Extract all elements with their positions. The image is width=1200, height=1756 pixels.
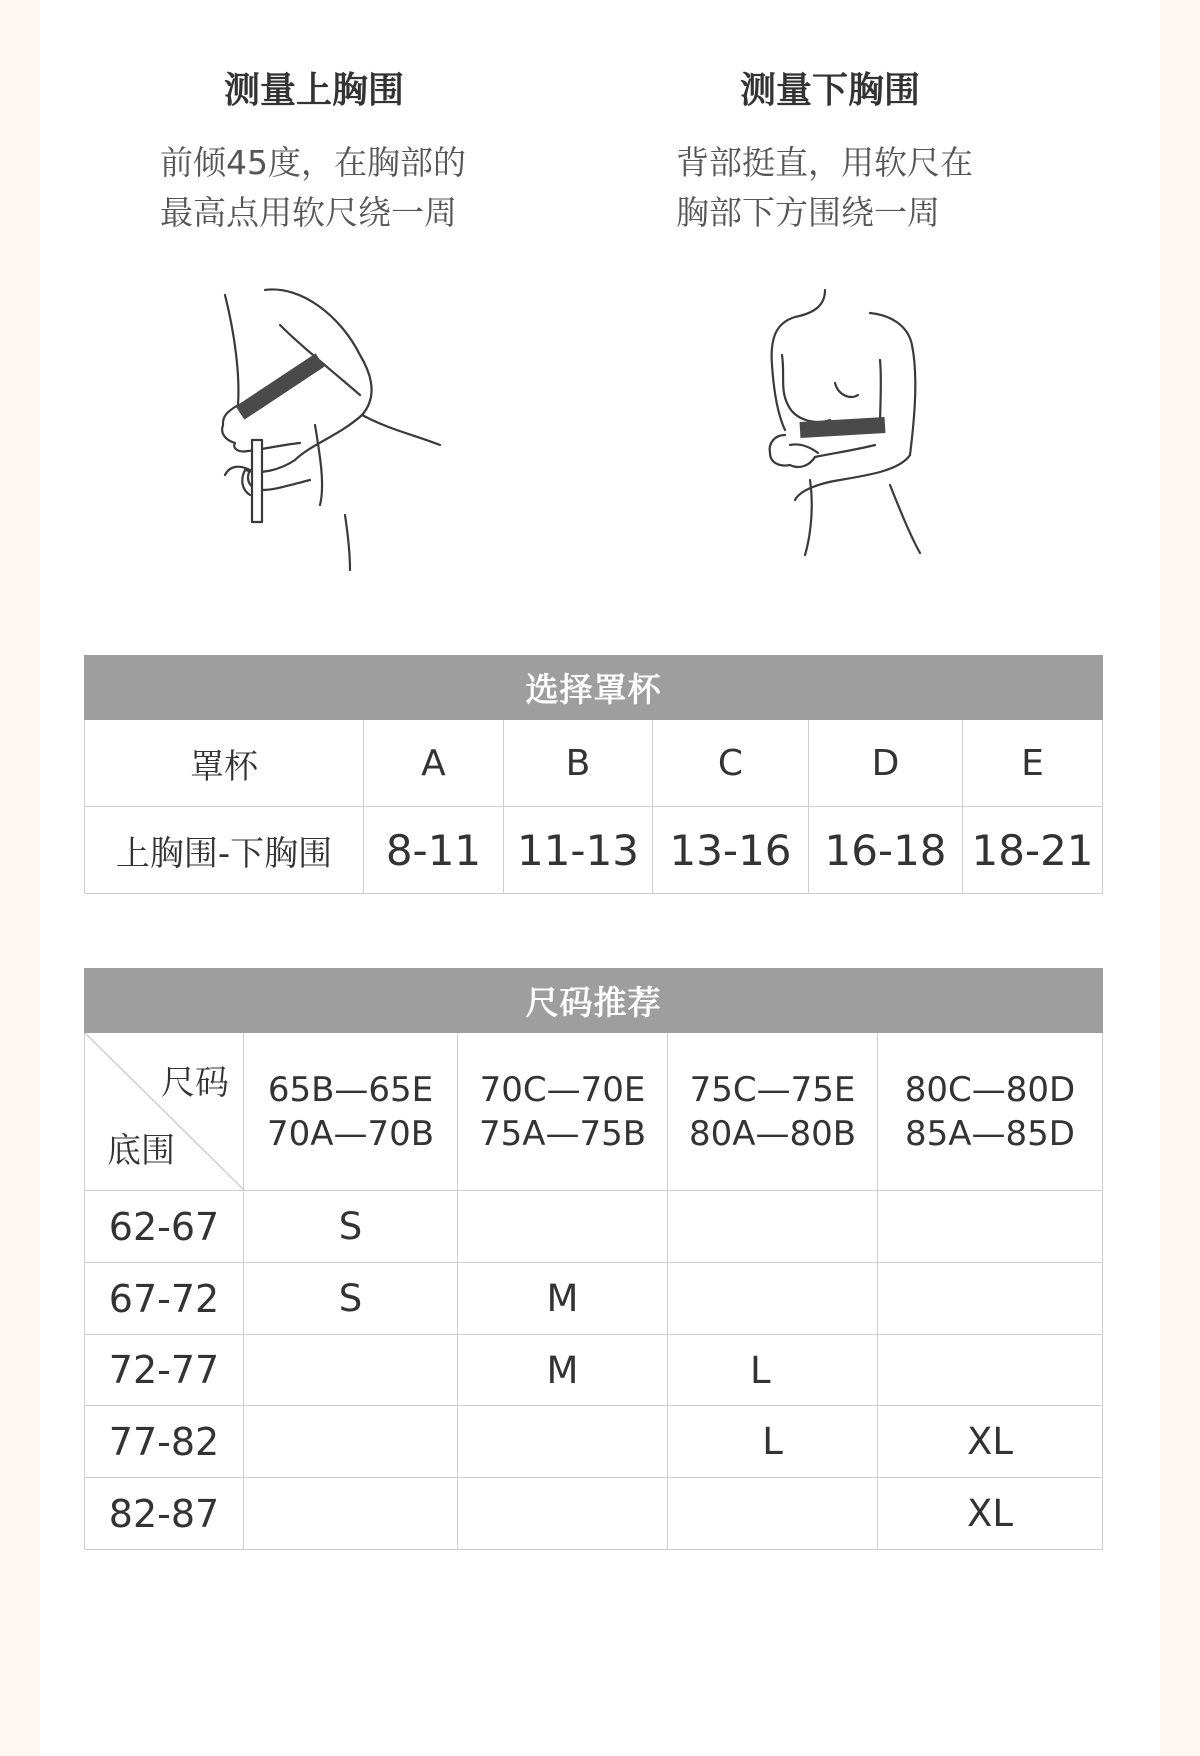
size-table [84, 1033, 1103, 1550]
size-cell [878, 1263, 1103, 1335]
measure-lower-desc-line1: 背部挺直，用软尺在 [676, 143, 973, 182]
measure-lower-desc [676, 138, 973, 238]
size-col-2-line2: 75A—75B [478, 1113, 647, 1154]
band-row-3: 72-77 [84, 1335, 244, 1406]
size-cell [458, 1478, 668, 1550]
size-cell: XL [878, 1478, 1103, 1550]
size-col-3-line1: 75C—75E [689, 1069, 856, 1110]
size-cell: XL [878, 1406, 1103, 1478]
size-cell [668, 1478, 878, 1550]
size-cell [668, 1263, 878, 1335]
size-cell [244, 1478, 458, 1550]
cup-table [84, 720, 1103, 894]
measure-upper-desc [160, 138, 466, 238]
corner-cell [84, 1033, 244, 1191]
band-row-5: 82-87 [84, 1478, 244, 1550]
upper-bust-illustration [190, 285, 500, 585]
lower-bust-illustration [740, 285, 970, 565]
cup-b: B [504, 720, 653, 807]
corner-top-label: 尺码 [161, 1063, 229, 1103]
size-col-1-header [244, 1033, 458, 1191]
size-table-header: 尺码推荐 [84, 968, 1103, 1033]
band-row-2: 67-72 [84, 1263, 244, 1335]
size-col-4-line2: 85A—85D [905, 1113, 1075, 1154]
size-cell: M [458, 1335, 668, 1406]
size-col-3-header [668, 1033, 878, 1191]
size-cell [458, 1191, 668, 1263]
cup-table-header: 选择罩杯 [84, 655, 1103, 720]
cup-a: A [364, 720, 504, 807]
size-cell [458, 1406, 668, 1478]
cup-e: E [963, 720, 1103, 807]
size-cell [878, 1335, 1103, 1406]
measure-upper-title: 测量上胸围 [224, 70, 405, 111]
size-col-4-line1: 80C—80D [904, 1069, 1076, 1110]
size-col-2-header [458, 1033, 668, 1191]
range-e: 18-21 [963, 807, 1103, 894]
cup-d: D [809, 720, 963, 807]
size-cell: S [244, 1263, 458, 1335]
range-a: 8-11 [364, 807, 504, 894]
size-cell [668, 1191, 878, 1263]
size-col-4-header [878, 1033, 1103, 1191]
cup-row-label: 罩杯 [84, 720, 364, 807]
size-cell: M [458, 1263, 668, 1335]
size-col-1-line2: 70A—70B [266, 1113, 435, 1154]
cup-c: C [653, 720, 809, 807]
size-guide-page [40, 0, 1160, 1756]
size-cell: L [668, 1335, 878, 1406]
size-cell [244, 1335, 458, 1406]
size-cell [878, 1191, 1103, 1263]
size-col-3-line2: 80A—80B [688, 1113, 857, 1154]
band-row-1: 62-67 [84, 1191, 244, 1263]
range-c: 13-16 [653, 807, 809, 894]
size-col-1-line1: 65B—65E [267, 1069, 434, 1110]
corner-bottom-label: 底围 [107, 1131, 175, 1171]
size-cell [244, 1406, 458, 1478]
difference-row-label: 上胸围-下胸围 [84, 807, 364, 894]
measure-upper-desc-line1: 前倾45度，在胸部的 [160, 143, 466, 182]
range-b: 11-13 [504, 807, 653, 894]
size-cell: S [244, 1191, 458, 1263]
band-row-4: 77-82 [84, 1406, 244, 1478]
measure-upper-desc-line2: 最高点用软尺绕一周 [160, 193, 457, 232]
measure-lower-title: 测量下胸围 [740, 70, 921, 111]
range-d: 16-18 [809, 807, 963, 894]
measure-lower-desc-line2: 胸部下方围绕一周 [676, 193, 940, 232]
size-col-2-line1: 70C—70E [479, 1069, 646, 1110]
size-cell: L [668, 1406, 878, 1478]
